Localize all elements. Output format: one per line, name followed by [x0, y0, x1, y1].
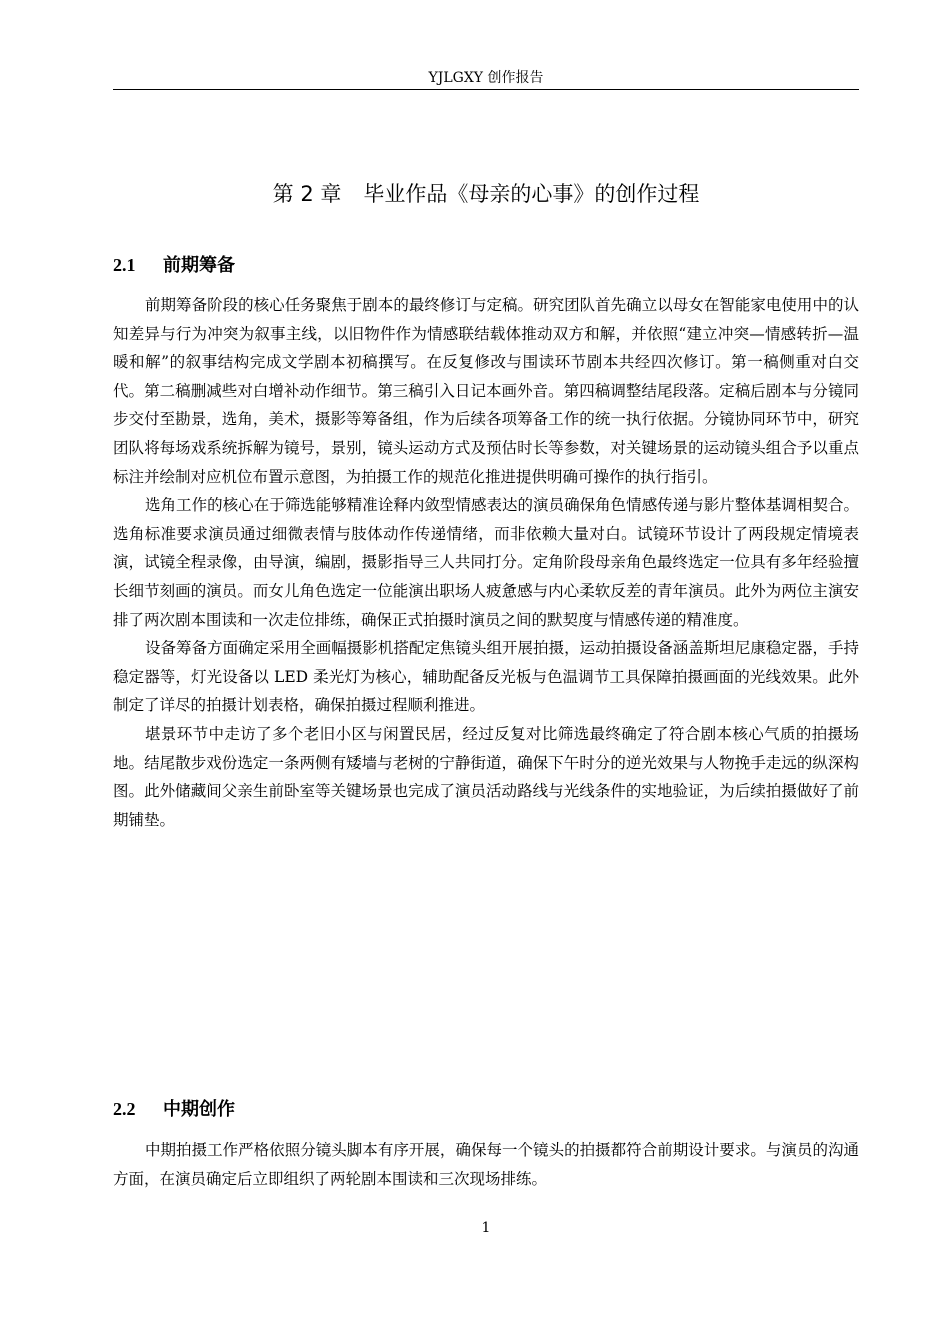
section-number: 2.1: [113, 255, 136, 275]
section-2-1-body: [113, 291, 859, 834]
chapter-number: 第 2 章: [272, 182, 342, 206]
section-number: 2.2: [113, 1099, 136, 1119]
section-title: 中期创作: [163, 1099, 235, 1120]
body-paragraph: 中期拍摄工作严格依照分镜头脚本有序开展，确保每一个镜头的拍摄都符合前期设计要求。与演员的沟通方面，在演员确定后立即组织了两轮剧本围读和三次现场排练。: [113, 1141, 859, 1188]
chapter-name: 毕业作品《母亲的心事》的创作过程: [363, 182, 700, 206]
page-header: YJLGXY 创作报告: [428, 70, 544, 86]
section-heading-2-2: [113, 1095, 235, 1124]
section-2-2-body: [113, 1136, 859, 1193]
body-paragraph: 堪景环节中走访了多个老旧小区与闲置民居，经过反复对比筛选最终确定了符合剧本核心气质的拍摄场地。结尾散步戏份选定一条两侧有矮墙与老树的宁静街道，确保下午时分的逆光效果与人物挽手走远的纵深构图。此外储藏间父亲生前卧室等关键场景也完成了演员活动路线与光线条件的实地验证，为后续拍摄做好了前期铺垫。: [113, 724, 859, 829]
page-number: 1: [481, 1220, 491, 1236]
body-paragraph: 前期筹备阶段的核心任务聚焦于剧本的最终修订与定稿。研究团队首先确立以母女在智能家电使用中的认知差异与行为冲突为叙事主线，以旧物件作为情感联结载体推动双方和解，并依照“建立冲突—情感转折—温暖和解”的叙事结构完成文学剧本初稿撰写。在反复修改与围读环节剧本共经四次修订。第一稿侧重对白交代。第二稿删减些对白增补动作细节。第三稿引入日记本画外音。第四稿调整结尾段落。定稿后剧本与分镜同步交付至勘景，选角，美术，摄影等筹备组，作为后续各项筹备工作的统一执行依据。分镜协同环节中，研究团队将每场戏系统拆解为镜号，景别，镜头运动方式及预估时长等参数，对关键场景的运动镜头组合予以重点标注并绘制对应机位布置示意图，为拍摄工作的规范化推进提供明确可操作的执行指引。: [113, 296, 859, 486]
header-rule: [113, 89, 859, 90]
body-paragraph: 选角工作的核心在于筛选能够精准诠释内敛型情感表达的演员确保角色情感传递与影片整体基调相契合。选角标准要求演员通过细微表情与肢体动作传递情绪，而非依赖大量对白。试镜环节设计了两段规定情境表演，试镜全程录像，由导演，编剧，摄影指导三人共同打分。定角阶段母亲角色最终选定一位具有多年经验擅长细节刻画的演员。而女儿角色选定一位能演出职场人疲惫感与内心柔软反差的青年演员。此外为两位主演安排了两次剧本围读和一次走位排练，确保正式拍摄时演员之间的默契度与情感传递的精准度。: [113, 496, 859, 629]
section-heading-2-1: [113, 251, 235, 280]
body-paragraph: 设备筹备方面确定采用全画幅摄影机搭配定焦镜头组开展拍摄，运动拍摄设备涵盖斯坦尼康稳定器，手持稳定器等，灯光设备以 LED 柔光灯为核心，辅助配备反光板与色温调节工具保障拍摄画面的光线效果。此外制定了详尽的拍摄计划表格，确保拍摄过程顺利推进。: [113, 639, 859, 715]
chapter-title: [113, 178, 859, 210]
section-title: 前期筹备: [163, 255, 235, 276]
